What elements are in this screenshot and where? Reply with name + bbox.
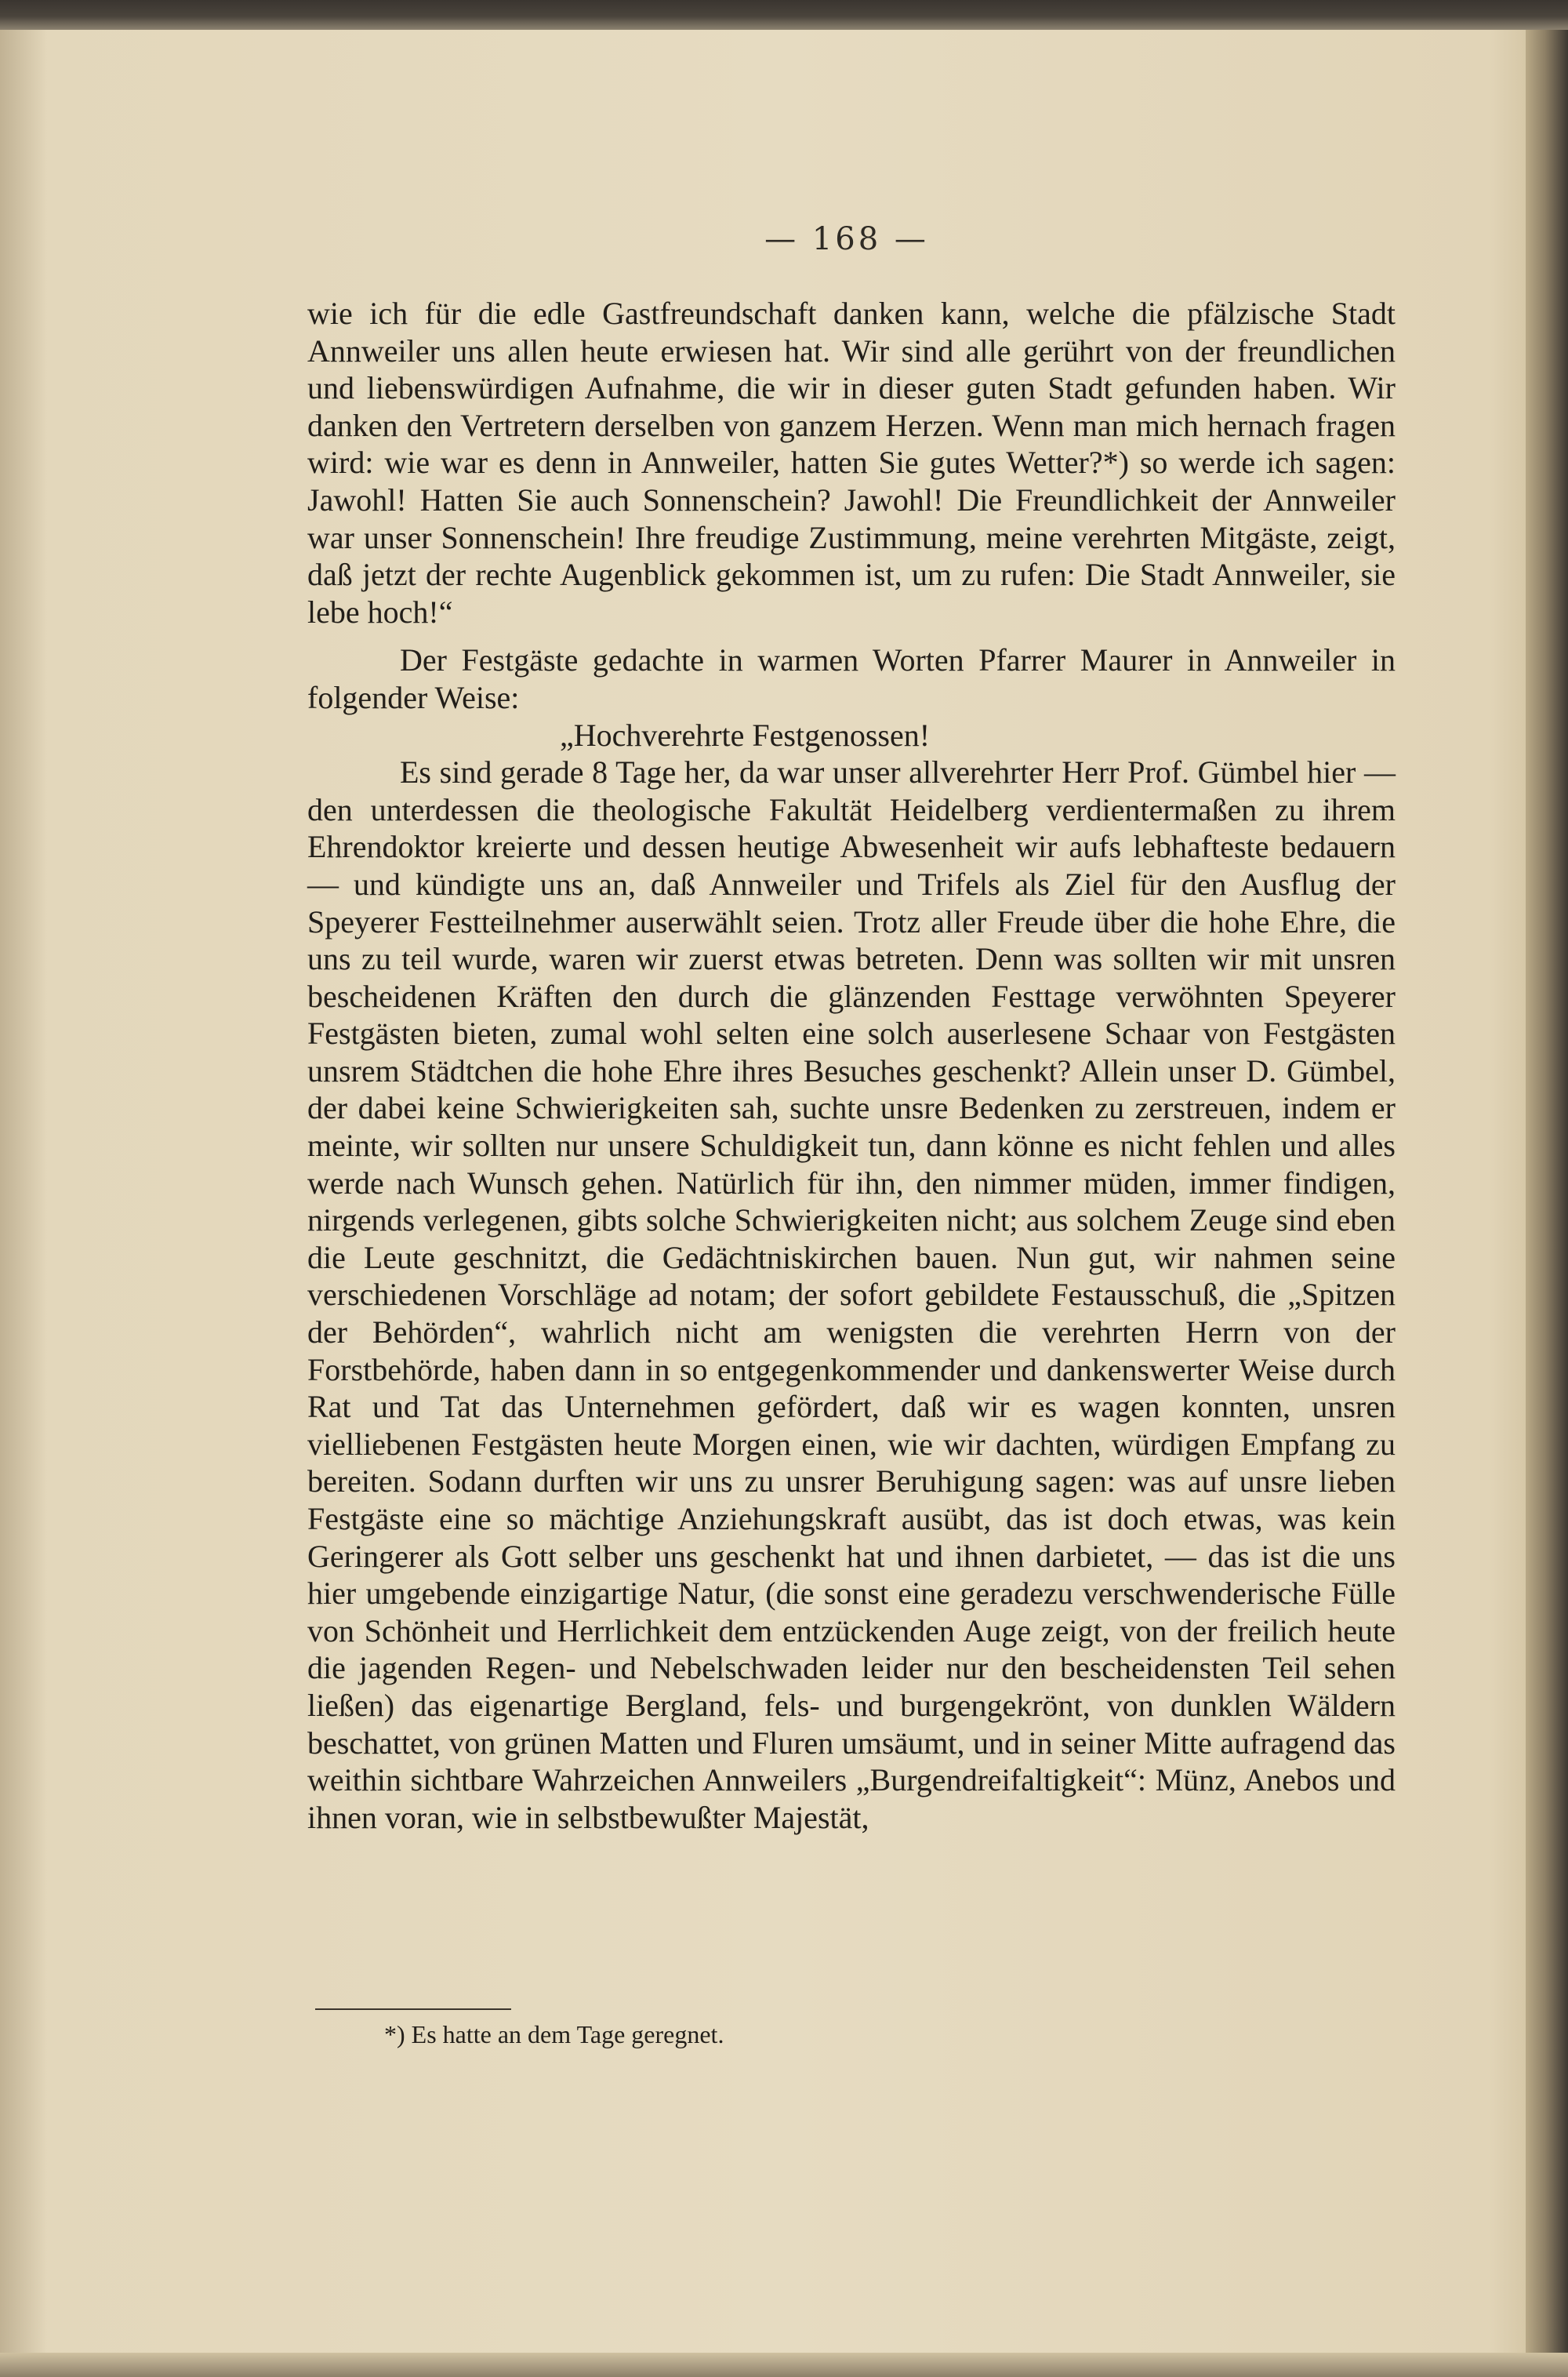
footnote: *) Es hatte an dem Tage geregnet. — [384, 2020, 724, 2048]
footnote-divider — [315, 2008, 511, 2010]
page-top-edge — [0, 0, 1568, 30]
paragraph-introduction: Der Festgäste gedachte in warmen Worten Pfarrer Maurer in Annweiler in folgender Weise: — [307, 642, 1396, 715]
paragraph-salutation: „Hochverehrte Festgenossen! — [560, 717, 931, 753]
paragraph-toast-ending: wie ich für die edle Gastfreundschaft danken kann, welche die pfälzische Stadt Annweiler uns allen heute erwiesen hat. Wir sind alle gerührt von der freundlichen und liebenswürdigen Aufnahme, die wir in dieser guten Stadt gefunden haben. Wir danken den Vertretern derselben von ganzem Herzen. Wenn man mich hernach fragen wird: wie war es denn in Annweiler, hatten Sie gutes Wetter?*) so werde ich sagen: Jawohl! Hatten Sie auch Sonnenschein? Jawohl! Die Freundlichkeit der Annweiler war unser Sonnenschein! Ihre freudige Zustimmung, meine verehrten Mitgäste, zeigt, daß jetzt der rechte Augenblick gekommen ist, um zu rufen: Die Stadt Annweiler, sie lebe hoch!“ — [307, 296, 1396, 630]
page-left-shadow — [0, 30, 47, 2353]
page-bottom-edge — [0, 2353, 1568, 2377]
page-number: — 168 — — [764, 221, 929, 257]
paragraph-speech: Es sind gerade 8 Tage her, da war unser allverehrter Herr Prof. Gümbel hier — den unterdessen die theologische Fakultät Heidelberg verdientermaßen zu ihrem Ehrendoktor kreierte und dessen heutige Abwesenheit wir aufs lebhafteste bedauern — und kündigte uns an, daß Annweiler und Trifels als Ziel für den Ausflug der Speyerer Festteilnehmer auserwählt seien. Trotz aller Freude über die hohe Ehre, die uns zu teil wurde, waren wir zuerst etwas betreten. Denn was sollten wir mit unsren bescheidenen Kräften den durch die glänzenden Festtage verwöhnten Speyerer Festgästen bieten, zumal wohl selten eine solch auserlesene Schaar von Festgästen unsrem Städtchen die hohe Ehre ihres Besuches geschenkt? Allein unser D. Gümbel, der dabei keine Schwierigkeiten sah, suchte unsre Bedenken zu zerstreuen, indem er meinte, wir sollten nur unsere Schuldigkeit tun, dann könne es nicht fehlen und alles werde nach Wunsch gehen. Natürlich für ihn, den nimmer müden, immer findigen, nirgends verlegenen, gibts solche Schwierigkeiten nicht; aus solchem Zeuge sind eben die Leute geschnitzt, die Gedächtniskirchen bauen. Nun gut, wir nahmen seine verschiedenen Vorschläge ad notam; der sofort gebildete Festausschuß, die „Spitzen der Behörden“, wahrlich nicht am wenigsten die verehrten Herrn von der Forstbehörde, haben dann in so entgegenkommender und dankenswerter Weise durch Rat und Tat das Unternehmen gefördert, daß wir es wagen konnten, unsren vielliebenen Festgästen heute Morgen einen, wie wir dachten, würdigen Empfang zu bereiten. Sodann durften wir uns zu unsrer Beruhigung sagen: was auf unsre lieben Festgäste eine so mächtige Anziehungskraft ausübt, das ist doch etwas, was kein Geringerer als Gott selber uns geschenkt hat und ihnen darbietet, — das ist die uns hier umgebende einzigartige Natur, (die sonst eine geradezu verschwenderische Fülle von Schönheit und Herrlichkeit dem entzückenden Auge zeigt, von der freilich heute die jagenden Regen- und Nebelschwaden leider nur den bescheidensten Teil sehen ließen) das eigenartige Bergland, fels- und burgengekrönt, von dunklen Wäldern beschattet, von grünen Matten und Fluren umsäumt, und in seiner Mitte aufragend das weithin sichtbare Wahrzeichen Annweilers „Burgendreifaltigkeit“: Münz, Anebos und ihnen voran, wie in selbstbewußter Majestät, — [307, 754, 1396, 1835]
page-right-edge — [1526, 30, 1568, 2377]
body-text — [307, 295, 1396, 1836]
